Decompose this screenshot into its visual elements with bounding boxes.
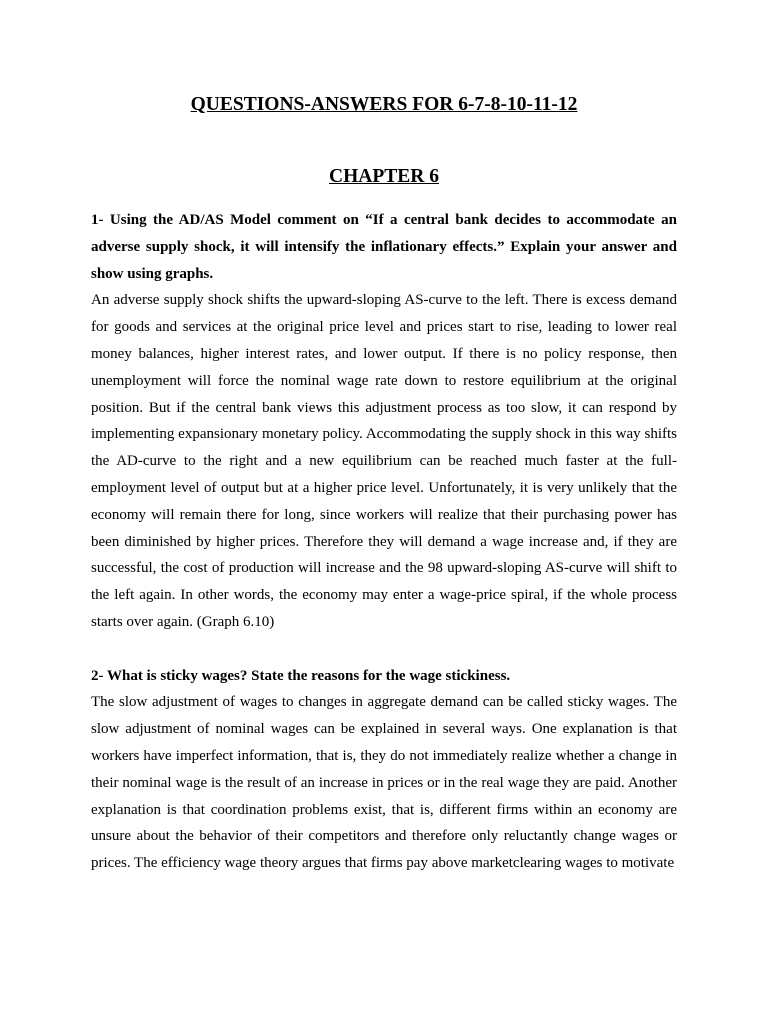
question-2: 2- What is sticky wages? State the reasons for the wage stickiness. [91,667,511,684]
document-body [91,207,677,877]
answer-1: An adverse supply shock shifts the upward-sloping AS-curve to the left. There is excess demand for goods and services at the original price level and prices start to rise, leading to lower real money balances, higher interest rates, and lower output. If there is no policy response, then unemployment will force the nominal wage rate down to restore equilibrium at the original position. But if the central bank views this adjustment process as too slow, it can respond by implementing expansionary monetary policy. Accommodating the supply shock in this way shifts the AD-curve to the right and a new equilibrium can be reached much faster at the full-employment level of output but at a higher price level. Unfortunately, it is very unlikely that the economy will remain there for long, since workers will realize that their purchasing power has been diminished by higher prices. Therefore they will demand a wage increase and, if they are successful, the cost of production will increase and the 98 upward-sloping AS-curve will shift to the left again. In other words, the economy may enter a wage-price spiral, if the whole process starts over again. (Graph 6.10) [91,292,677,630]
answer-2: The slow adjustment of wages to changes in aggregate demand can be called sticky wages. The slow adjustment of nominal wages can be explained in several ways. One explanation is that workers have imperfect information, that is, they do not immediately realize whether a change in their nominal wage is the result of an increase in prices or in the real wage they are paid. Another explanation is that coordination problems exist, that is, different firms within an economy are unsure about the behavior of their competitors and therefore only reluctantly change wages or prices. The efficiency wage theory argues that firms pay above marketclearing wages to motivate [91,694,677,872]
paragraph-spacer [91,636,677,663]
chapter-heading: CHAPTER 6 [329,166,439,187]
document-title: QUESTIONS-ANSWERS FOR 6-7-8-10-11-12 [190,94,578,115]
question-1: 1- Using the AD/AS Model comment on “If a central bank decides to accommodate an adverse supply shock, it will intensify the inflationary effects.” Explain your answer and show using graphs. [91,212,677,282]
